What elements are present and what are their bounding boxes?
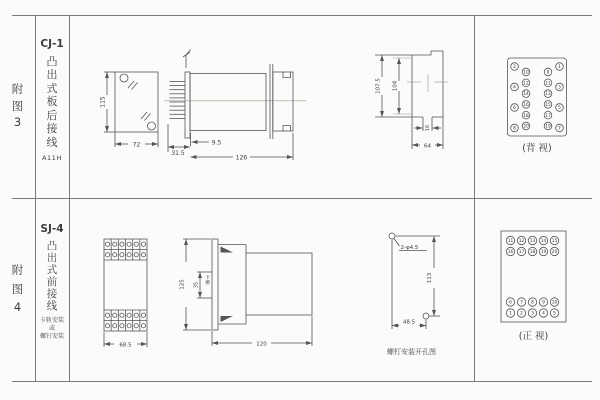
svg-text:14: 14 — [523, 92, 529, 98]
svg-text:3: 3 — [558, 85, 561, 91]
svg-text:12: 12 — [518, 239, 525, 245]
stack-char: 出 — [46, 251, 58, 264]
svg-text:15: 15 — [551, 239, 558, 245]
svg-text:5: 5 — [558, 106, 561, 112]
svg-text:18: 18 — [529, 250, 536, 256]
cj1-side-view-drawing — [164, 50, 306, 162]
mounting-note — [40, 318, 64, 340]
stack-char: 螺钉安装 — [39, 333, 64, 340]
dim-front-height: 115 — [99, 96, 107, 108]
stack-char: 出 — [46, 68, 58, 81]
dim-sj4-depth: 120 — [256, 341, 267, 348]
front-pin-circles — [506, 236, 558, 317]
sj4-front-view-drawing — [104, 239, 147, 348]
cj1-rear-pin-diagram — [508, 58, 567, 154]
stack-char: 3 — [13, 115, 22, 130]
svg-text:7: 7 — [558, 126, 561, 132]
svg-text:1: 1 — [558, 65, 561, 71]
svg-text:3: 3 — [531, 311, 534, 317]
cj1-panel-cutout-drawing — [375, 51, 448, 149]
svg-text:8: 8 — [513, 126, 516, 132]
rear-pin-circles — [511, 63, 564, 132]
fig-label-row1 — [0, 15, 35, 198]
sj4-drill-hole-drawing — [387, 233, 440, 356]
svg-text:7: 7 — [520, 300, 523, 306]
stack-char: 式 — [46, 263, 58, 276]
type-column-row1 — [35, 15, 69, 198]
dim-cutout-outer: 107.5 — [375, 78, 382, 94]
svg-text:16: 16 — [523, 103, 529, 108]
svg-text:9: 9 — [542, 300, 545, 306]
svg-text:10: 10 — [523, 70, 529, 76]
svg-text:12: 12 — [523, 81, 529, 87]
svg-text:5: 5 — [553, 311, 556, 317]
svg-text:14: 14 — [540, 239, 547, 245]
dim-drill-vertical: 113 — [427, 272, 433, 284]
sj4-front-pin-diagram — [501, 231, 566, 342]
dim-cutout-slot: 16 — [426, 124, 431, 132]
stack-char: 图 — [11, 98, 24, 113]
terminal-cells — [105, 239, 145, 331]
slot-label: 卡槽 — [204, 275, 209, 285]
dim-drill-horizontal: 48.5 — [402, 319, 416, 326]
stack-char: 接 — [46, 287, 58, 300]
model-code: A11H — [41, 153, 62, 162]
dim-cutout-inner: 104 — [392, 80, 399, 92]
stack-char: 凸 — [46, 54, 58, 68]
hole-spec-label: 2-φ4.5 — [400, 245, 419, 251]
svg-text:4: 4 — [513, 85, 516, 91]
fig-label-row2 — [0, 198, 35, 381]
svg-text:17: 17 — [545, 113, 551, 119]
stack-char: 后 — [46, 108, 58, 122]
stack-char: 前 — [46, 275, 58, 288]
front-view-caption: (正 视) — [518, 331, 549, 342]
table-grid-lines — [12, 16, 592, 382]
svg-text:20: 20 — [523, 124, 529, 130]
type-column-row2 — [35, 198, 69, 381]
dim-depth: 126 — [235, 154, 248, 162]
dim-cutout-width: 64 — [424, 143, 431, 150]
stack-char: 板 — [46, 95, 58, 108]
dim-pin-length: 31.5 — [171, 150, 185, 157]
svg-text:8: 8 — [531, 300, 534, 306]
svg-text:9: 9 — [546, 70, 550, 76]
svg-text:6: 6 — [509, 300, 512, 306]
dim-side-offset: 9.5 — [211, 139, 222, 147]
svg-text:16: 16 — [507, 250, 514, 256]
svg-text:19: 19 — [545, 124, 551, 130]
type-desc-sj4 — [47, 241, 58, 312]
svg-text:15: 15 — [545, 103, 551, 108]
dim-sj4-width: 68.5 — [119, 342, 132, 349]
svg-text:13: 13 — [545, 92, 551, 98]
model-name-cj1: CJ-1 — [40, 38, 64, 50]
rear-view-caption: (背 视) — [522, 143, 552, 154]
stack-char: 接 — [46, 122, 58, 135]
svg-text:19: 19 — [540, 250, 547, 256]
svg-text:2: 2 — [513, 65, 516, 71]
stack-char: 图 — [11, 281, 24, 296]
svg-text:10: 10 — [551, 300, 558, 306]
svg-text:13: 13 — [529, 239, 536, 245]
stack-char: 附 — [11, 263, 24, 278]
stack-char: 4 — [13, 300, 22, 315]
model-name-sj4: SJ-4 — [40, 223, 64, 235]
sj4-side-view-drawing — [180, 239, 313, 348]
svg-text:4: 4 — [542, 311, 545, 317]
type-desc-cj1 — [47, 56, 58, 148]
stack-char: 线 — [46, 299, 58, 312]
svg-text:11: 11 — [545, 81, 551, 87]
stack-char: 附 — [11, 82, 24, 97]
svg-text:11: 11 — [507, 239, 514, 245]
dim-front-width: 72 — [132, 141, 141, 149]
dim-sj4-height: 125 — [179, 279, 186, 290]
stack-char: 式 — [46, 81, 58, 95]
svg-text:18: 18 — [523, 113, 529, 119]
dim-sj4-slot: 35 — [194, 281, 200, 289]
svg-text:1: 1 — [509, 311, 512, 317]
stack-char: 凸 — [46, 239, 58, 252]
stack-char: 卡轨安装 — [39, 317, 64, 324]
drill-caption: 螺钉安装开孔图 — [387, 348, 436, 356]
cj1-front-view-drawing — [100, 72, 159, 149]
svg-text:17: 17 — [518, 250, 525, 256]
stack-char: 或 — [48, 325, 55, 332]
svg-text:20: 20 — [551, 250, 558, 256]
svg-text:6: 6 — [513, 106, 516, 112]
svg-text:2: 2 — [520, 311, 523, 317]
stack-char: 线 — [46, 135, 58, 149]
